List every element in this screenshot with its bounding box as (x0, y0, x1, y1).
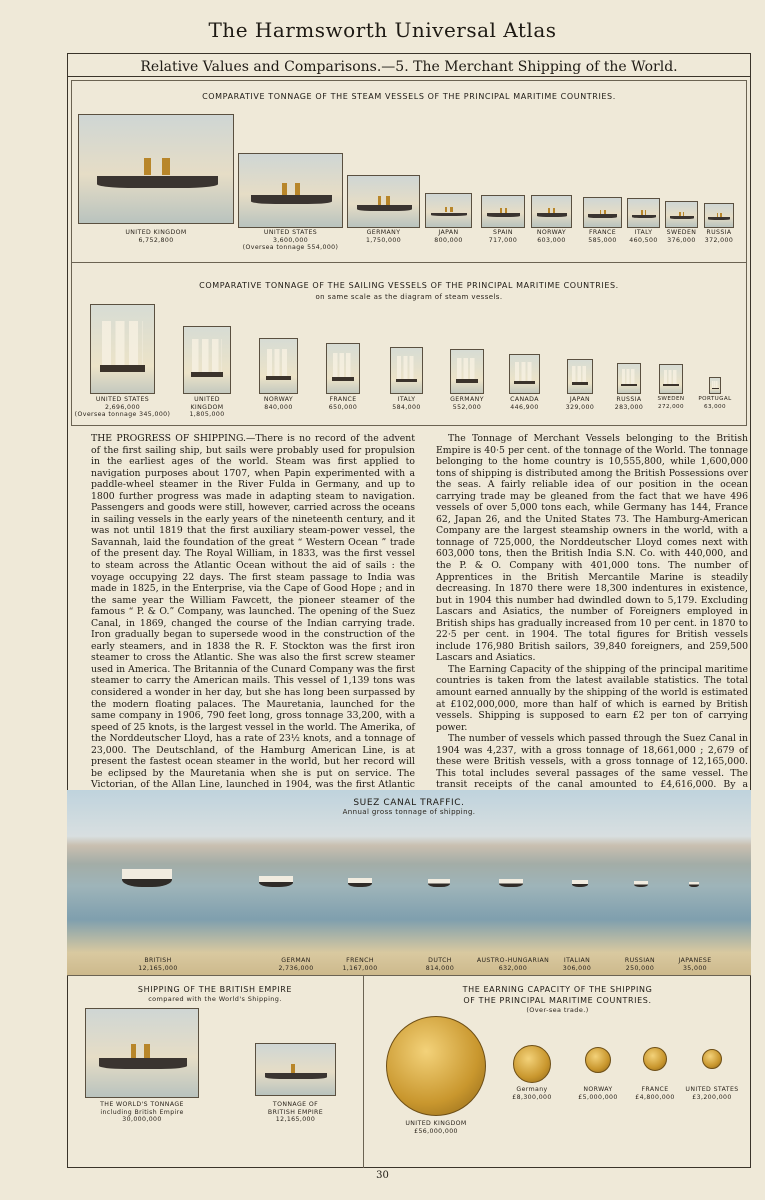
sail-country: NORWAY (263, 396, 294, 403)
suez-nation: GERMAN (281, 957, 311, 964)
steam-country: UNITED STATES (263, 229, 318, 236)
steam-note: (Oversea tonnage 554,000) (242, 244, 339, 251)
suez-tonnage: 306,000 (562, 964, 592, 972)
sailing-ship-japan (567, 359, 593, 394)
steam-tonnage: 3,600,000 (272, 236, 309, 244)
sail-tonnage: 650,000 (328, 403, 358, 411)
sail-tonnage: 552,000 (452, 403, 482, 411)
sovereign-coin (386, 1016, 486, 1116)
steam-tonnage: 603,000 (537, 236, 566, 244)
earning-label (672, 1086, 752, 1101)
text-column-left (91, 433, 415, 803)
sail-country: PORTUGAL (698, 396, 732, 402)
steam-label (64, 229, 248, 244)
earning-value: £4,800,000 (635, 1093, 675, 1101)
paragraph: The number of vessels which passed through the Suez Canal in 1904 was 4,237, with a gross tonnage of 18,661,000 ; 2,679 of these were British vessels, with a gross tonnage of 12,165,000. This total includes several passages of the same vessel. The transit receipts of the canal amounted to £4,616,000. By a (436, 733, 748, 791)
earning-country: FRANCE (641, 1086, 669, 1093)
steam-country: JAPAN (438, 229, 459, 236)
sail-country: UNITED STATES (95, 396, 150, 403)
paragraph: The Tonnage of Merchant Vessels belonging to the British Empire is 40·5 per cent. of the tonnage of the World. The tonnage belonging to the home country is 10,555,800, while 1,600,000 tons of shipping is distributed among the British Possessions over the seas. A fairly reliable idea of our position in the ocean carrying trade may be gleaned from the fact that we have 496 vessels of over 5,000 tons each, while Germany has 144, France 62, Japan 26, and the United States 73. The Hamburg-American Company are the largest steamship owners in the world, with a tonnage of 725,000, the Norddeutscher Lloyd comes next with 603,000 tons, then the British India S.N. Co. with 440,000, and the P. & O. Company with 401,000 tons. The number of Apprentices in the British Mercantile Marine is steadily decreasing. In 1870 there were 18,300 indentures in existence, but in 1904 this number had dwindled down to 5,179. Excluding Lascars and Asiatics, the number of Foreigners employed in British ships has gradually increased from 10 per cent. in 1870 to 22·5 per cent. in 1904. The total figures for British vessels include 176,980 British sailors, 39,840 foreigners, and 259,500 Lascars and Asiatics. (436, 433, 748, 664)
earning-country: NORWAY (583, 1086, 613, 1093)
sail-tonnage: 1,805,000 (189, 411, 225, 418)
steam-tonnage: 1,750,000 (365, 236, 402, 244)
suez-nation: RUSSIAN (624, 957, 656, 964)
steam-tonnage: 460,500 (629, 236, 658, 244)
sailing-ship-united-kingdom (183, 326, 231, 394)
steam-country: ITALY (634, 229, 653, 236)
paragraph: The Earning Capacity of the shipping of the principal maritime countries is taken from the latest available statistics. The total amount earned annually by the shipping of the world is estimated at £102,000,000, more than half of which is earned by British vessels. Shipping is supposed to earn £2 per ton of carrying power. (436, 663, 748, 733)
steam-tonnage: 717,000 (488, 236, 518, 244)
sovereign-coin (702, 1049, 722, 1069)
suez-ship (428, 879, 450, 887)
suez-tonnage: 632,000 (498, 964, 528, 972)
suez-title: SUEZ CANAL TRAFFIC. (353, 798, 465, 808)
sail-label (437, 396, 497, 411)
sail-tonnage: 446,900 (510, 403, 539, 411)
suez-tonnage: 814,000 (425, 964, 455, 972)
suez-ship (634, 881, 648, 887)
british-tonnage-ship (255, 1043, 336, 1096)
steam-country: FRANCE (588, 229, 617, 236)
paragraph: THE PROGRESS OF SHIPPING.—There is no record of the advent of the first sailing ship, but sails were probably used for propulsion in the earliest ages of the world. Steam was first applied to navigation purposes about 1707, when Papin experimented with a paddle-wheel steamer in the River Fulda in Germany, and up to 1800 further progress was made in adapting steam to navigation. Passengers and goods were still, however, carried across the oceans in sailing vessels in the early years of the nineteenth century, and it was not until 1819 that the first auxiliary steam-power vessel, the Savannah, laid the foundation of the great “ Western Ocean ” trade of the present day. The Royal William, in 1833, was the first vessel to steam across the Atlantic Ocean without the aid of sails : the voyage occupying 22 days. The first steam passage to India was made in 1825, in the Enterprise, via the Cape of Good Hope ; and in the same year the William Fawcett, the pioneer steamer of the famous “ P. & O.” Company, was launched. The opening of the Suez Canal, in 1869, changed the course of the Indian carrying trade. Iron gradually began to supersede wood in the construction of the early steamers, and in 1838 the R. F. Stockton was the first iron steamer to cross the Atlantic. She was also the first screw steamer used in America. The Britannia of the Cunard Company was the first steamer to carry the American mails. This vessel of 1,139 tons was considered a wonder in her day, but she has long been surpassed by the modern floating palaces. The Mauretania, launched for the same company in 1906, 790 feet long, gross tonnage 33,200, with a speed of 25 knots, is the largest vessel in the world. The Amerika, of the Norddeutscher Lloyd, has a rate of 23½ knots, and a tonnage of 23,000. The Deutschland, of the Hamburg American Line, is at present the fastest ocean steamer in the world, but her record will be eclipsed by the Mauretania when she is put on service. The Victorian, of the Allan Line, launched in 1904, was the first Atlantic (91, 433, 415, 791)
suez-ship (572, 880, 588, 887)
sail-title: COMPARATIVE TONNAGE OF THE SAILING VESSELS OF THE PRINCIPAL MARITIME COUNTRIES. (199, 281, 619, 290)
sail-country: GERMANY (450, 396, 484, 403)
sail-subtitle: on same scale as the diagram of steam vessels. (315, 293, 503, 301)
sovereign-coin (643, 1047, 667, 1071)
sail-note: (Oversea tonnage 345,000) (74, 411, 171, 418)
suez-tonnage: 35,000 (682, 964, 708, 972)
steam-ship-italy (627, 198, 660, 228)
steam-tonnage: 6,752,800 (138, 236, 174, 244)
steam-ship-germany (347, 175, 420, 228)
steam-country: UNITED KINGDOM (125, 229, 187, 236)
sail-tonnage: 283,000 (614, 403, 644, 411)
steam-tonnage: 585,000 (588, 236, 617, 244)
sailing-ship-france (326, 343, 360, 394)
suez-tonnage: 12,165,000 (138, 964, 178, 972)
sail-tonnage: 2,696,000 (104, 403, 141, 411)
earning-country: UNITED STATES (685, 1086, 739, 1093)
steam-title: COMPARATIVE TONNAGE OF THE STEAM VESSELS OF THE PRINCIPAL MARITIME COUNTRIES. (202, 92, 616, 101)
suez-nation: FRENCH (346, 957, 374, 964)
sail-country: RUSSIA (616, 396, 642, 403)
earning-value: £8,300,000 (512, 1093, 552, 1101)
suez-label (650, 957, 740, 972)
sailing-ship-portugal (709, 377, 721, 394)
sail-tonnage: 63,000 (704, 403, 726, 410)
page-number: 30 (376, 1170, 389, 1181)
page-title: The Harmsworth Universal Atlas (208, 18, 557, 42)
suez-ship (499, 879, 523, 887)
sail-country: CANADA (510, 396, 539, 403)
steam-ship-russia (704, 203, 734, 228)
sail-country: JAPAN (569, 396, 591, 403)
sailing-ship-norway (259, 338, 298, 394)
sail-tonnage: 840,000 (264, 403, 293, 411)
empire-subtitle: compared with the World's Shipping. (148, 995, 282, 1003)
steam-ship-sweden (665, 201, 698, 228)
sail-country: UNITED KINGDOM (190, 396, 224, 411)
steam-ship-united-kingdom (78, 114, 234, 224)
suez-nation: JAPANESE (678, 957, 712, 964)
empire-title: SHIPPING OF THE BRITISH EMPIRE (137, 985, 293, 994)
steam-tonnage: 376,000 (667, 236, 696, 244)
sail-label (685, 396, 745, 411)
suez-ship (259, 876, 293, 887)
steam-country: SPAIN (493, 229, 513, 236)
suez-nation: ITALIAN (563, 957, 591, 964)
sailing-ship-canada (509, 354, 540, 394)
sail-label (63, 396, 183, 419)
steam-tonnage: 800,000 (434, 236, 463, 244)
suez-tonnage: 2,736,000 (278, 964, 314, 972)
sail-label (495, 396, 555, 411)
sail-label (177, 396, 237, 419)
sailing-ship-united-states (90, 304, 155, 394)
sailing-ship-italy (390, 347, 423, 394)
label-line: THE WORLD'S TONNAGE (100, 1101, 184, 1108)
earning-title-2: OF THE PRINCIPAL MARITIME COUNTRIES. (463, 996, 652, 1005)
suez-ship (122, 869, 172, 887)
divider (71, 262, 747, 263)
sovereign-coin (513, 1045, 551, 1083)
text-column-right (436, 433, 748, 849)
sailing-ship-russia (617, 363, 641, 394)
sailing-ship-sweden (659, 364, 683, 394)
sovereign-coin (585, 1047, 611, 1073)
suez-tonnage: 250,000 (625, 964, 655, 972)
steam-ship-france (583, 197, 622, 228)
divider (67, 76, 751, 77)
earning-title: THE EARNING CAPACITY OF THE SHIPPING (462, 985, 653, 994)
sail-label (377, 396, 437, 411)
suez-ship (689, 882, 699, 887)
steam-country: GERMANY (366, 229, 401, 236)
label-line: including British Empire (100, 1108, 184, 1116)
label-value: 12,165,000 (275, 1116, 316, 1123)
suez-label (315, 957, 405, 972)
sailing-ship-germany (450, 349, 484, 394)
sail-tonnage: 584,000 (392, 403, 421, 411)
steam-ship-japan (425, 193, 472, 228)
british-tonnage-label (245, 1101, 346, 1124)
steam-ship-spain (481, 195, 525, 228)
earning-value: £3,200,000 (692, 1093, 732, 1101)
steam-country: NORWAY (536, 229, 567, 236)
steam-tonnage: 372,000 (704, 236, 734, 244)
suez-nation: BRITISH (144, 957, 172, 964)
suez-subtitle: Annual gross tonnage of shipping. (342, 808, 476, 816)
suez-nation: DUTCH (428, 957, 452, 964)
world-tonnage-ship (85, 1008, 199, 1098)
sail-country: SWEDEN (657, 396, 685, 402)
suez-ship (348, 878, 372, 887)
label-line: BRITISH EMPIRE (267, 1108, 324, 1116)
steam-country: RUSSIA (706, 229, 732, 236)
suez-tonnage: 1,167,000 (342, 964, 378, 972)
sail-label (313, 396, 373, 411)
label-value: 30,000,000 (122, 1116, 162, 1123)
world-tonnage-label (75, 1101, 209, 1124)
earning-country: Germany (516, 1086, 548, 1093)
suez-label (113, 957, 203, 972)
earning-subtitle: (Over-sea trade.) (526, 1006, 589, 1014)
earning-label (396, 1120, 476, 1135)
sail-country: FRANCE (329, 396, 357, 403)
steam-ship-united-states (238, 153, 343, 228)
suez-nation: AUSTRO-HUNGARIAN (476, 957, 550, 964)
steam-country: SWEDEN (666, 229, 697, 236)
label-line: TONNAGE OF (272, 1101, 319, 1108)
sail-country: ITALY (397, 396, 416, 403)
steam-ship-norway (531, 195, 572, 228)
sail-tonnage: 329,000 (565, 403, 595, 411)
earning-country: UNITED KINGDOM (405, 1120, 467, 1127)
steam-label (690, 229, 748, 244)
sail-tonnage: 272,000 (658, 403, 684, 410)
earning-value: £56,000,000 (414, 1127, 458, 1135)
page-subtitle: Relative Values and Comparisons.—5. The Merchant Shipping of the World. (140, 59, 678, 75)
earning-value: £5,000,000 (578, 1093, 618, 1101)
sail-label (249, 396, 309, 411)
